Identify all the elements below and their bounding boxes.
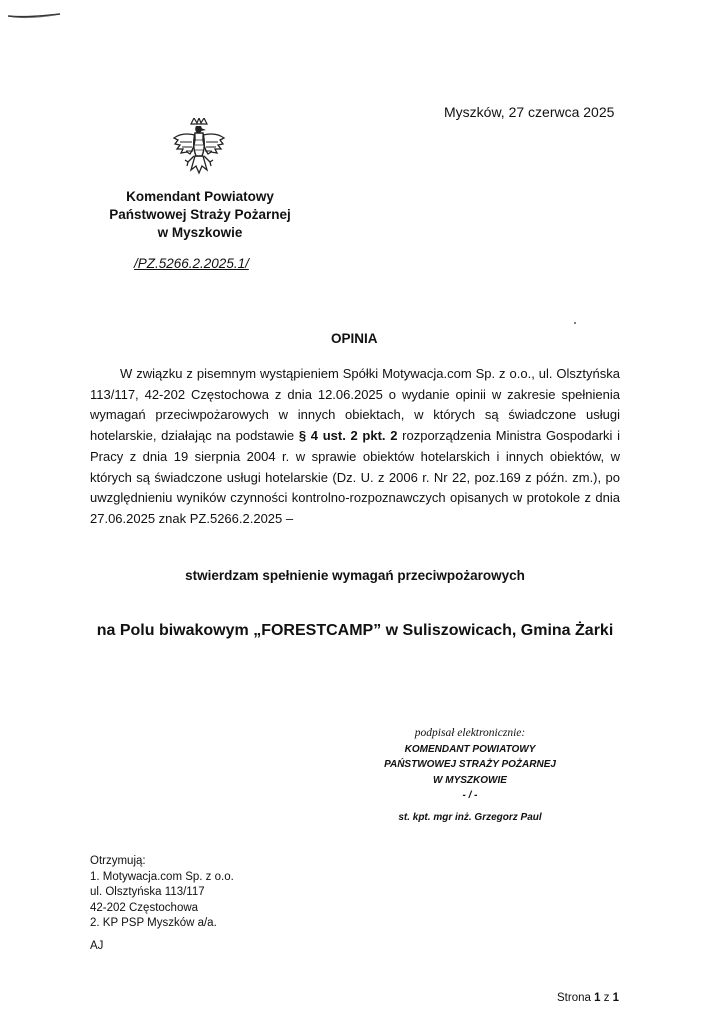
body-text-start: W związku z pisemnym wystąpieniem Spółki Motywacja.com Sp. z o.o., ul. Olsztyńska 113/117, 42-202 Częstochowa z dnia 12.06.2025 o wydanie opinii w zakresie spełnienia wymagań przeciwpożarowych w innych obiektach, w których są świadczone usługi hotelarskie, działając na podstawie — [90, 366, 620, 444]
signature-block — [340, 726, 600, 825]
speck — [574, 322, 576, 324]
document-title: OPINIA — [331, 331, 378, 346]
signatory-name: st. kpt. mgr inż. Grzegorz Paul — [398, 811, 542, 823]
page-total: 1 — [612, 992, 620, 1004]
page-label: Strona — [557, 992, 591, 1004]
reference-number: /PZ.5266.2.2025.1/ — [134, 256, 249, 271]
document-date: Myszków, 27 czerwca 2025 — [444, 104, 615, 120]
page-number — [557, 992, 619, 1004]
signature-line-2: PAŃSTWOWEJ STRAŻY POŻARNEJ — [384, 759, 556, 770]
authority-line-3: w Myszkowie — [157, 225, 243, 240]
authority-line-1: Komendant Powiatowy — [126, 189, 274, 204]
signature-note: podpisał elektronicznie: — [414, 727, 526, 739]
authority-line-2: Państwowej Straży Pożarnej — [109, 207, 291, 222]
opinion-body — [90, 364, 620, 530]
recipients-heading: Otrzymują: — [90, 855, 146, 867]
eagle-emblem-icon — [172, 118, 226, 182]
legal-basis: § 4 ust. 2 pkt. 2 — [298, 428, 398, 444]
body-paragraph — [90, 364, 620, 530]
location-heading: na Polu biwakowym „FORESTCAMP” w Suliszowicach, Gmina Żarki — [96, 622, 614, 639]
page-of: z — [603, 992, 610, 1004]
author-initials: AJ — [90, 940, 104, 952]
recipient-line: 1. Motywacja.com Sp. z o.o. — [90, 870, 234, 883]
body-text-end: rozporządzenia Ministra Gospodarki i Pracy z dnia 19 sierpnia 2004 r. w sprawie obiektów hotelarskich i innych obiektów, w których są świadczone usługi hotelarskie (Dz. U. z 2006 r. Nr 22, poz.169 z późn. zm.), po uwzględnieniu wyników czynności kontrolno-rozpoznawczych opisanych w protokole z dnia 27.06.2025 znak PZ.5266.2.2025 – — [90, 428, 621, 526]
pen-mark — [6, 8, 62, 22]
recipient-line: 42-202 Częstochowa — [90, 901, 199, 914]
signature-dash: - / - — [462, 790, 478, 801]
authority-header — [90, 188, 310, 242]
signature-line-3: W MYSZKOWIE — [433, 774, 507, 786]
recipient-line: ul. Olsztyńska 113/117 — [90, 886, 205, 898]
recipient-line: 2. KP PSP Myszków a/a. — [90, 917, 217, 929]
page-current: 1 — [594, 992, 601, 1004]
signature-line-1: KOMENDANT POWIATOWY — [404, 743, 536, 755]
recipients-block — [90, 854, 234, 932]
statement: stwierdzam spełnienie wymagań przeciwpożarowych — [185, 568, 525, 583]
